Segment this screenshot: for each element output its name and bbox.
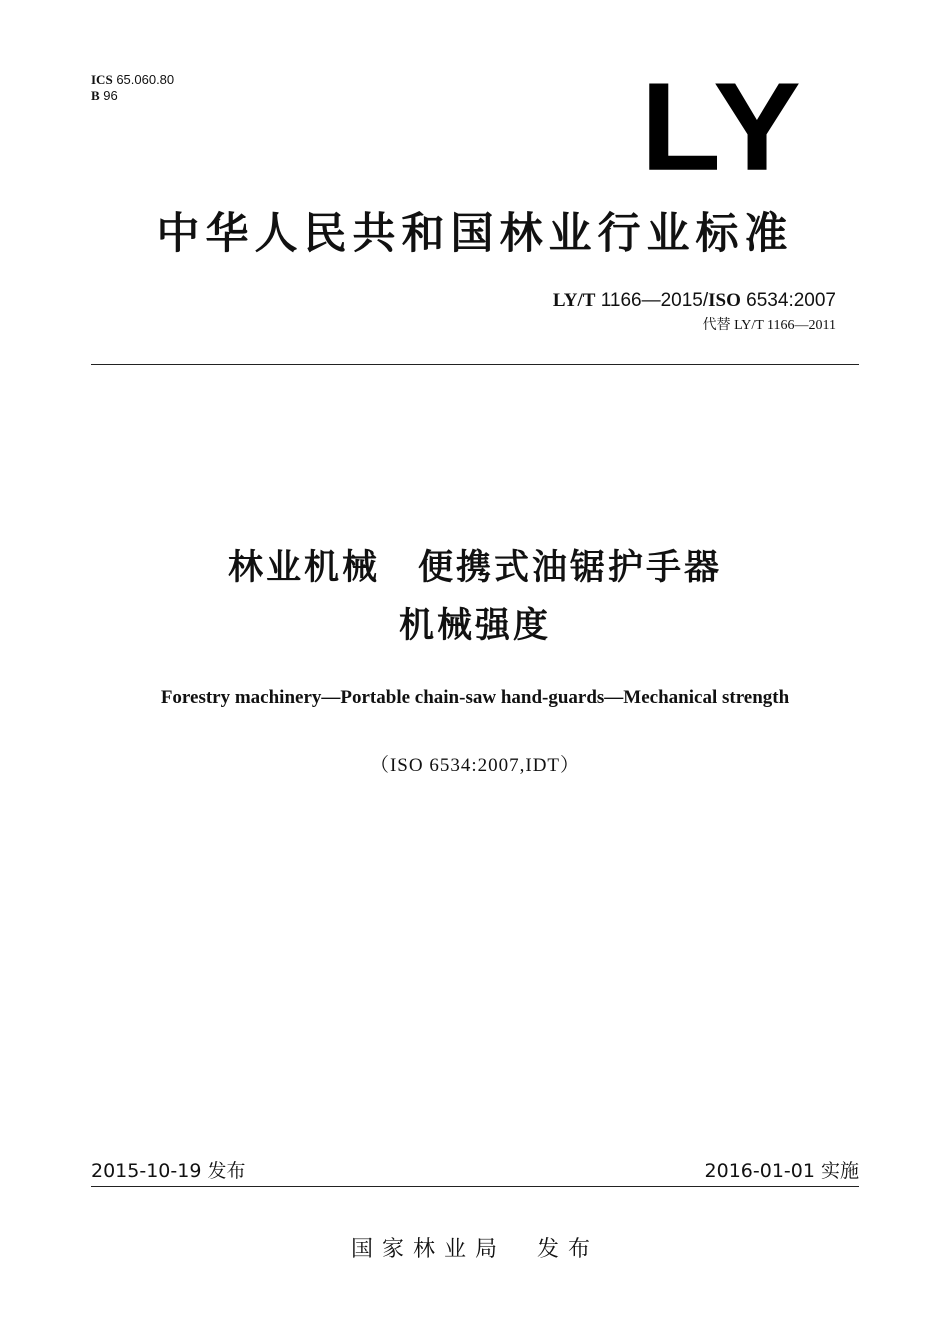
replaces-note: 代替 LY/T 1166—2011 [702,318,836,333]
standard-title: 中华人民共和国林业行业标准 [156,209,794,259]
code-ly: LY/T [552,290,596,311]
ccs-code: 96 [103,88,118,103]
english-title: Forestry machinery—Portable chain-saw hand-guards—Mechanical strength [160,687,790,708]
bottom-divider [91,1186,859,1187]
ics-label: ICS [91,72,113,87]
ccs-line [91,88,174,104]
top-divider [91,364,859,365]
iso-equivalence: （ISO 6534:2007,IDT） [369,755,581,776]
standard-code [553,290,836,312]
ccs-label: B [91,88,100,103]
ics-line [91,72,174,88]
document-title-line2: 机械强度 [398,606,551,646]
publish-date: 2015-10-19 发布 [91,1160,246,1182]
implement-date: 2016-01-01 实施 [704,1160,859,1182]
code-iso: ISO [708,290,741,311]
issuer: 国家林业局 发布 [350,1237,599,1262]
code-number: 1166—2015/ [600,290,709,311]
ly-logo: LY [640,56,805,197]
document-title-line1: 林业机械 便携式油锯护手器 [227,548,722,588]
classification-codes [91,72,174,104]
ics-code: 65.060.80 [116,72,175,87]
code-iso-number: 6534:2007 [746,290,836,311]
